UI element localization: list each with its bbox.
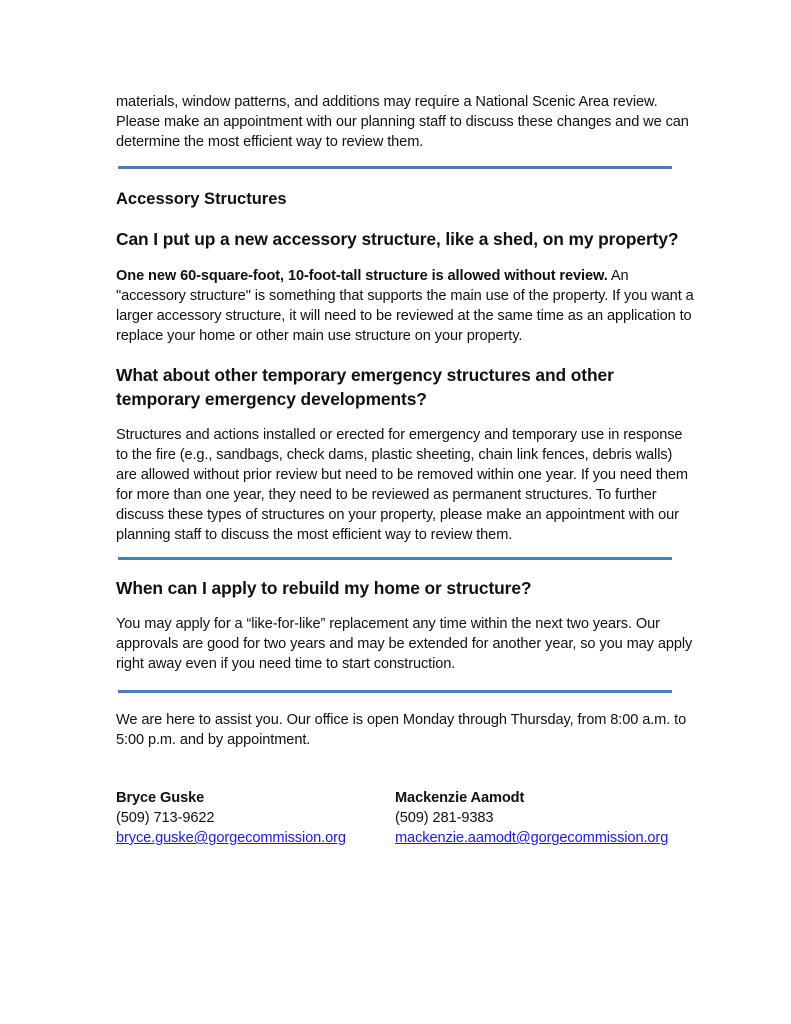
contact-phone: (509) 281-9383 [395,810,494,826]
contact-email-link[interactable]: bryce.guske@gorgecommission.org [116,830,346,846]
question-heading-temporary-emergency: What about other temporary emergency structures and other temporary emergency developments? [116,365,614,409]
question-heading-rebuild: When can I apply to rebuild my home or structure? [116,578,532,598]
contact-card [395,788,674,848]
answer-paragraph-rebuild: You may apply for a “like-for-like” replacement any time within the next two years. Our approvals are good for two years and may be extended for another year, so you may apply right away even if you need time to start construction. [116,616,693,672]
document-page [116,92,696,848]
section-title-accessory-structures: Accessory Structures [116,190,287,208]
contact-email-link[interactable]: mackenzie.aamodt@gorgecommission.org [395,830,669,846]
contacts-block [116,788,696,848]
question-heading-shed: Can I put up a new accessory structure, like a shed, on my property? [116,229,679,249]
contact-phone: (509) 713-9622 [116,810,215,826]
contact-card [116,788,395,848]
contact-name: Mackenzie Aamodt [395,790,525,806]
answer-paragraph-shed [116,266,696,346]
answer-paragraph-temporary-emergency: Structures and actions installed or erected for emergency and temporary use in response to the fire (e.g., sandbags, check dams, plastic sheeting, chain link fences, debris walls) are allowed without prior review but need to be removed within one year. If you need them for more than one year, they need to be reviewed as permanent structures. To further discuss these types of structures on your property, please make an appointment with our planning staff to discuss the most efficient way to review them. [116,427,688,543]
office-hours-paragraph: We are here to assist you. Our office is open Monday through Thursday, from 8:00 a.m. to 5:00 p.m. and by appointment. [116,712,687,748]
intro-paragraph: materials, window patterns, and additions may require a National Scenic Area review. Please make an appointment with our planning staff to discuss these changes and we can determine the most efficient way to review them. [116,94,689,150]
contact-name: Bryce Guske [116,790,205,806]
answer-bold-lead: One new 60-square-foot, 10-foot-tall structure is allowed without review. [116,268,608,284]
answer-body: An "accessory structure" is something that supports the main use of the property. If you want a larger accessory structure, it will need to be reviewed at the same time as an application to replace your home or other main use structure on your property. [116,268,694,344]
